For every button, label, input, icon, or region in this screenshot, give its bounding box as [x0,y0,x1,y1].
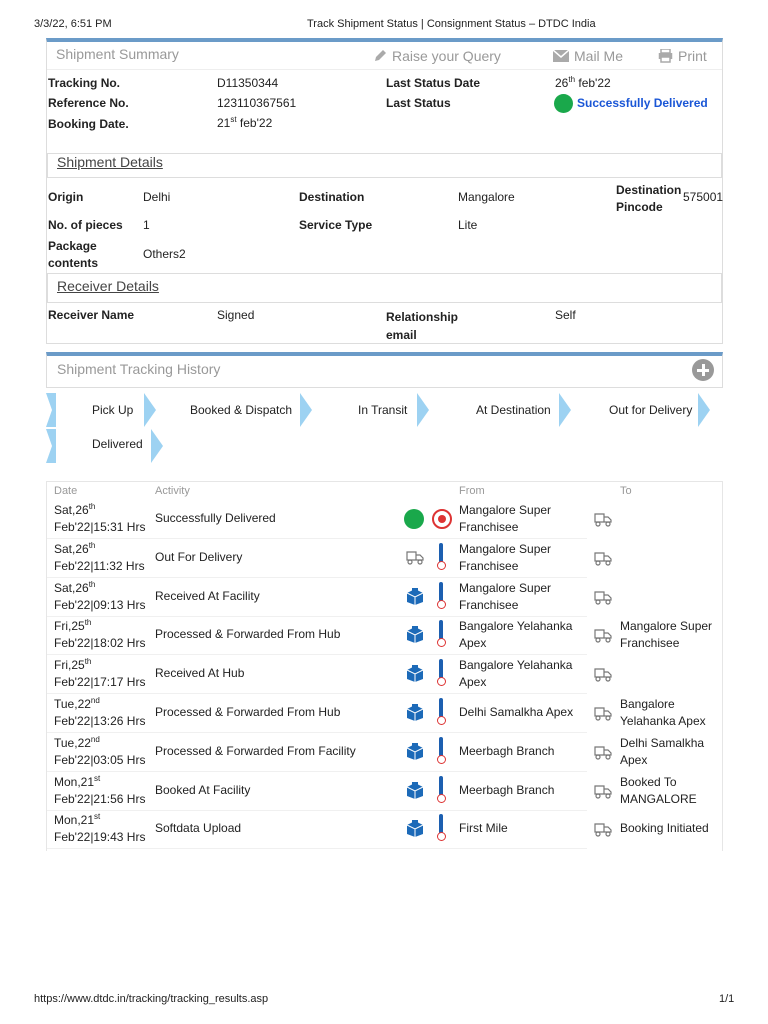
print-page-number: 1/1 [719,993,735,1005]
mail-me-label: Mail Me [574,48,624,64]
step-arrow-left [46,393,56,427]
last-status-date-label: Last Status Date [386,76,481,90]
thermometer-icon [439,737,443,757]
package-icon [405,588,423,604]
pincode-value: 575001 [683,190,724,204]
package-icon [405,704,423,720]
row-divider [47,654,587,655]
tracking-value: D11350344 [217,76,279,90]
row-date: Sat,26th Feb'22|09:13 Hrs [54,579,146,612]
thermometer-bulb-icon [437,755,446,764]
route-truck-icon [593,783,613,799]
col-activity: Activity [155,485,190,497]
row-from: Mangalore Super Franchisee [459,580,552,612]
step-arrow [698,393,710,427]
thermometer-icon [439,582,443,602]
row-divider [47,693,587,694]
thermometer-icon [439,776,443,796]
reference-value: 123110367561 [217,96,297,110]
package-icon [405,820,423,836]
shipment-details-title[interactable]: Shipment Details [57,154,163,170]
row-activity: Processed & Forwarded From Hub [155,627,341,642]
step-arrow-left [46,429,56,463]
service-type-label: Service Type [299,218,373,232]
row-date: Fri,25th Feb'22|18:02 Hrs [54,618,146,651]
thermometer-icon [439,659,443,679]
row-to: Delhi Samalkha Apex [620,735,705,767]
route-truck-icon [593,589,613,605]
package-icon [405,782,423,798]
row-date: Fri,25th Feb'22|17:17 Hrs [54,657,146,690]
row-date: Mon,21st Feb'22|21:56 Hrs [54,773,146,806]
thermometer-icon [439,543,443,563]
row-from: First Mile [459,821,508,836]
route-truck-icon [593,705,613,721]
printer-icon [658,49,673,63]
package-contents-value: Others2 [143,247,186,261]
mail-me-button[interactable] [553,48,623,64]
row-activity: Out For Delivery [155,549,243,564]
reference-label: Reference No. [48,96,129,110]
row-from: Bangalore Yelahanka Apex [459,619,573,651]
current-location-icon [432,509,452,529]
thermometer-icon [439,814,443,834]
divider [47,69,722,70]
route-truck-icon [593,821,613,837]
row-divider [47,771,587,772]
row-activity: Received At Facility [155,588,260,603]
row-divider [47,577,587,578]
tracking-history-title: Shipment Tracking History [57,361,221,377]
col-date: Date [54,485,78,497]
col-from: From [459,485,485,497]
thermometer-bulb-icon [437,716,446,725]
row-activity: Processed & Forwarded From Facility [155,743,356,758]
receiver-name-label: Receiver Name [48,308,135,322]
raise-query-button[interactable] [373,48,501,64]
step-pick-up: Pick Up [92,403,134,417]
row-to: Bangalore Yelahanka Apex [620,697,706,728]
delivered-dot-icon [404,509,424,529]
row-from: Meerbagh Branch [459,743,555,758]
step-arrow [300,393,312,427]
row-divider [47,732,587,733]
route-truck-icon [593,744,613,760]
row-activity: Received At Hub [155,666,245,681]
pincode-label: Destination Pincode [616,183,682,214]
receiver-details-title[interactable]: Receiver Details [57,278,159,294]
print-datetime: 3/3/22, 6:51 PM [34,18,112,30]
thermometer-icon [439,620,443,640]
row-activity: Processed & Forwarded From Hub [155,705,341,719]
relationship-label: Relationship email [386,310,459,342]
row-date: Sat,26th Feb'22|11:32 Hrs [54,540,145,573]
row-from: Meerbagh Branch [459,782,555,797]
row-from: Delhi Samalkha Apex [459,705,574,719]
last-status-date-value: 26th feb'22 [555,75,611,90]
service-type-value: Lite [458,218,478,232]
package-icon [405,743,423,759]
route-truck-icon [593,550,613,566]
last-status-value: Successfully Delivered [577,96,708,110]
thermometer-bulb-icon [437,794,446,803]
status-green-dot-icon [554,94,573,113]
row-divider [47,538,587,539]
destination-value: Mangalore [458,190,515,204]
thermometer-icon [439,698,443,718]
row-date: Tue,22nd Feb'22|13:26 Hrs [54,696,146,728]
step-arrow [151,429,163,463]
expand-plus-icon[interactable] [692,359,714,381]
route-truck-icon [593,666,613,682]
row-date: Mon,21st Feb'22|19:43 Hrs [54,812,146,845]
pieces-label: No. of pieces [48,218,123,232]
package-contents-label: Package contents [48,239,99,270]
relationship-value: Self [555,308,576,322]
step-at-destination: At Destination [476,403,551,417]
print-button[interactable] [658,48,707,64]
row-activity: Booked At Facility [155,782,251,797]
step-in-transit: In Transit [358,403,408,417]
row-from: Mangalore Super Franchisee [459,503,552,534]
row-divider [47,616,587,617]
package-icon [405,626,423,642]
pieces-value: 1 [143,218,150,232]
step-arrow [144,393,156,427]
last-status-label: Last Status [386,96,451,110]
row-from: Bangalore Yelahanka Apex [459,658,573,690]
truck-icon [405,549,423,565]
print-url: https://www.dtdc.in/tracking/tracking_results.asp [34,993,269,1005]
thermometer-bulb-icon [437,677,446,686]
row-date: Sat,26th Feb'22|15:31 Hrs [54,502,146,534]
summary-title: Shipment Summary [56,46,179,62]
row-divider [47,810,587,811]
print-page-title: Track Shipment Status | Consignment Status – DTDC India [307,18,596,30]
destination-label: Destination [299,190,365,204]
step-delivered: Delivered [92,437,143,451]
row-to: Booking Initiated [620,821,709,836]
thermometer-bulb-icon [437,832,446,841]
row-to: Booked To MANGALORE [620,774,697,806]
thermometer-bulb-icon [437,638,446,647]
raise-query-label: Raise your Query [392,48,501,64]
row-activity: Successfully Delivered [155,511,276,525]
tracking-label: Tracking No. [48,76,121,90]
origin-value: Delhi [143,190,171,204]
step-booked-dispatch: Booked & Dispatch [190,403,293,417]
package-icon [405,665,423,681]
route-truck-icon [593,627,613,643]
mail-icon [553,50,569,62]
booking-value: 21st feb'22 [217,115,273,130]
col-to: To [620,485,632,497]
row-to: Mangalore Super Franchisee [620,619,713,651]
step-arrow [559,393,571,427]
row-date: Tue,22nd Feb'22|03:05 Hrs [54,734,146,767]
route-truck-icon [593,511,613,527]
thermometer-bulb-icon [437,600,446,609]
row-activity: Softdata Upload [155,821,242,836]
step-arrow [417,393,429,427]
row-divider [47,848,587,849]
print-label: Print [678,48,707,64]
origin-label: Origin [48,190,84,204]
receiver-name-value: Signed [217,308,255,322]
pencil-icon [373,49,387,63]
thermometer-bulb-icon [437,561,446,570]
booking-label: Booking Date. [48,117,129,131]
row-from: Mangalore Super Franchisee [459,541,552,573]
step-out-for-delivery: Out for Delivery [609,403,693,417]
